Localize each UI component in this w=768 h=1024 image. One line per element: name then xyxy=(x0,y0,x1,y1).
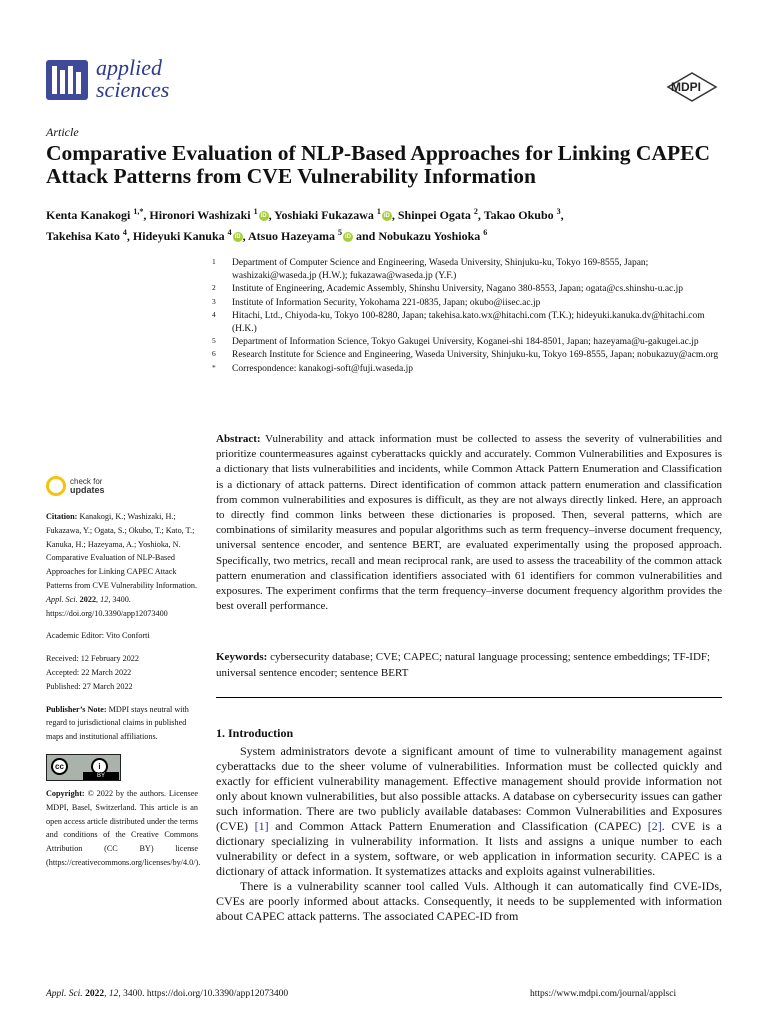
author-name: Yoshiaki Fukazawa xyxy=(274,208,374,222)
copyright xyxy=(46,787,201,870)
author-name: Hironori Washizaki xyxy=(149,208,251,222)
intro-text: and Common Attack Pattern Enumeration and Classification (CAPEC) xyxy=(268,819,648,833)
copyright-text: © 2022 by the authors. Licensee MDPI, Basel, Switzerland. This article is an open access article distributed under the terms and conditions of the Creative Commons Attribution (CC BY) license (https://creativecommons.org/licenses/by/4.0/). xyxy=(46,788,201,867)
published-date: Published: 27 March 2022 xyxy=(46,681,133,691)
author-affiliation-marker: 5 xyxy=(337,228,342,237)
author-affiliation-marker: 6 xyxy=(483,228,488,237)
orcid-icon[interactable]: iD xyxy=(234,234,241,241)
article-title: Comparative Evaluation of NLP-Based Approaches for Linking CAPEC Attack Patterns from CVE Vulnerability Information xyxy=(46,141,710,188)
publisher-note-text: MDPI stays neutral with regard to jurisdictional claims in published maps and institutional affiliations. xyxy=(46,704,189,742)
affiliation-item xyxy=(210,349,730,362)
author-name: Atsuo Hazeyama xyxy=(247,229,335,243)
citation-journal: Appl. Sci. xyxy=(46,594,78,604)
abstract-text: Vulnerability and attack information must be collected to assess the severity of vulnerabilities and prioritize countermeasures against cyberattacks quickly and accurately. Common Vulnerabilities and Exposures is a dictionary that lists vulnerabilities and incidents, while Common Attack Pattern Enumeration and Classification is a dictionary of attack patterns. Direct identification of common attack pattern enumeration and classification from common vulnerabilities and exposures is difficult, as they are not always directly linked. Here, an approach to directly find common links between these dictionaries is proposed. Then, several patterns, which are combinations of similarity measures and popular algorithms such as term frequency–inverse document frequency, universal sentence encoder, and sentence BERT, are evaluated experimentally using the proposed approach. Specifically, two metrics, recall and mean reciprocal rank, are used to assess the traceability of the common attack pattern enumeration and classification identifiers associated with 61 identifiers for common vulnerabilities and exposures. The experiment confirms that the term frequency–inverse document frequency algorithm provides the best overall performance. xyxy=(216,433,722,613)
abstract-label: Abstract: xyxy=(216,433,261,445)
footer-year: 2022 xyxy=(85,989,105,999)
journal-logo-icon xyxy=(46,60,88,100)
citation: Citation: Kanakogi, K.; Washizaki, H.; Fukazawa, Y.; Ogata, S.; Okubo, T.; Kato, T.; Kanuka, H.; Hazeyama, A.; Yoshioka, N. Comparative Evaluation of NLP-Based Approaches for Linking CAPEC Attack Patterns from CVE Vulnerability Information. Appl. Sci. 2022, 12, 3400. https://doi.org/10.3390/app12073400 xyxy=(46,512,198,618)
author-name: Takehisa Kato xyxy=(46,229,120,243)
intro-paragraph-2: There is a vulnerability scanner tool called Vuls. Although it can automatically find CVE-IDs, CVEs are poorly informed about attacks. Consequently, it needs to be supplemented with information about CAPEC attack patterns. The associated CAPEC-ID from xyxy=(216,879,722,923)
affiliation-text: Institute of Engineering, Academic Assembly, Shinshu University, Nagano 380-8553, Japan; ogata@cs.shinshu-u.ac.jp xyxy=(232,284,684,295)
author-affiliation-marker: 1,* xyxy=(133,207,144,216)
affiliation-number: 6 xyxy=(212,349,216,359)
author-list: Kenta Kanakogi $^{1,*}$, Hironori Washizaki $^1$iD , Yoshiaki Fukazawa $^1$iD , Shinpei Ogata $^2$, Takao Okubo $^3$, Takehisa Kato $^4$, Hideyuki Kanuka $^4$iD , Atsuo Hazeyama $^5$iD and Nobukazu Yoshioka $^6$ xyxy=(46,207,564,243)
author-name: Takao Okubo xyxy=(483,208,554,222)
citation-doi[interactable]: , 3400. https://doi.org/10.3390/app12073400 xyxy=(46,594,168,618)
affiliation-number: 5 xyxy=(212,336,216,346)
keywords-label: Keywords: xyxy=(216,651,268,663)
academic-editor: Academic Editor: Vito Conforti xyxy=(46,631,150,641)
affiliation-text: Department of Computer Science and Engineering, Waseda University, Shinjuku-ku, Tokyo 169-8555, Japan; washizaki@waseda.jp (H.W.); fukazawa@waseda.jp (Y.F.) xyxy=(232,258,649,282)
article-type: Article xyxy=(46,125,79,139)
cc-by-label: BY xyxy=(83,772,119,780)
intro-text: . CVE is a dictionary specializing in vulnerability information. It lists and assigns a unique number to each vulnerability or defect in a system, software, or web application in information security. CAPEC is a dictionary of attack information. It systematizes attacks and exploits against vulnerabilities. xyxy=(216,819,722,878)
affiliation-item xyxy=(210,283,730,296)
section-divider xyxy=(216,697,722,698)
publisher-note-label: Publisher’s Note: xyxy=(46,704,107,714)
affiliation-text: Correspondence: kanakogi-soft@fuji.waseda.jp xyxy=(232,363,414,374)
affiliation-item xyxy=(210,257,730,283)
abstract xyxy=(216,432,722,614)
citation-label: Citation: xyxy=(46,512,78,521)
author-affiliation-marker: 4 xyxy=(227,228,232,237)
author-affiliation-marker: 2 xyxy=(473,207,478,216)
footer-volume: 12 xyxy=(108,989,119,999)
author-affiliation-marker: 1 xyxy=(376,207,381,216)
introduction-body xyxy=(216,744,722,924)
citation-volume: 12 xyxy=(100,594,109,604)
footer-doi[interactable]: , 3400. https://doi.org/10.3390/app12073400 xyxy=(118,989,289,999)
orcid-icon[interactable]: iD xyxy=(383,213,390,220)
author-affiliation-marker: 3 xyxy=(556,207,561,216)
author-affiliation-marker: 4 xyxy=(122,228,127,237)
affiliation-item xyxy=(210,310,730,336)
citation-text: Kanakogi, K.; Washizaki, H.; Fukazawa, Y.; Ogata, S.; Okubo, T.; Kato, T.; Kanuka, H.; Hazeyama, A.; Yoshioka, N. Comparative Evaluation of NLP-Based Approaches for Linking CAPEC Attack Patterns from CVE Vulnerability Information. xyxy=(46,512,198,590)
author-name: Shinpei Ogata xyxy=(397,208,471,222)
check-for-updates-button[interactable] xyxy=(46,474,198,502)
footer-journal-url[interactable]: https://www.mdpi.com/journal/applsci xyxy=(530,989,677,999)
citation-link-2[interactable]: [2] xyxy=(647,819,662,833)
affiliation-text: Research Institute for Science and Engineering, Waseda University, Shinjuku-ku, Tokyo 169-8555, Japan; nobukazuy@acm.org xyxy=(232,350,719,361)
check-updates-icon xyxy=(46,476,66,496)
author-name: Nobukazu Yoshioka xyxy=(378,229,481,243)
affiliation-text: Institute of Information Security, Yokohama 221-0835, Japan; okubo@iisec.ac.jp xyxy=(232,297,541,308)
affiliation-number: 3 xyxy=(212,296,216,306)
copyright-label: Copyright: xyxy=(46,788,85,798)
footer-journal: Appl. Sci. xyxy=(46,989,83,999)
affiliation-number: 2 xyxy=(212,283,216,293)
citation-link-1[interactable]: [1] xyxy=(254,819,269,833)
intro-text: System administrators devote a significant amount of time to vulnerability management against cyberattacks due to the sheer volume of vulnerabilities. Information must be collected quickly and exactly for efficient vulnerability management. Effective management should provide information not only about known vulnerabilities, but also possible attacks. A database on cybersecurity issues can gather such information. There are two publicly available databases: Common Vulnerabilities and Exposures (CVE) xyxy=(216,744,722,833)
affiliation-item xyxy=(210,336,730,349)
author-name: Hideyuki Kanuka xyxy=(132,229,225,243)
affiliation-item xyxy=(210,363,730,376)
cc-by-license-icon[interactable]: cc i BY xyxy=(46,754,121,781)
publisher-name: MDPI xyxy=(671,80,701,94)
received-date: Received: 12 February 2022 xyxy=(46,654,139,664)
sidebar xyxy=(46,474,201,870)
accepted-date: Accepted: 22 March 2022 xyxy=(46,667,132,677)
affiliation-number: 4 xyxy=(212,309,216,319)
journal-name: applied sciences xyxy=(96,55,170,102)
affiliation-text: Department of Information Science, Tokyo Gakugei University, Koganei-shi 184-8501, Japan; hazeyama@u-gakugei.ac.jp xyxy=(232,337,699,348)
intro-paragraph-1 xyxy=(216,744,722,879)
footer-citation: Appl. Sci. 2022, 12, 3400. https://doi.org/10.3390/app12073400 xyxy=(46,989,289,999)
publisher-note xyxy=(46,703,198,744)
check-updates-line2: updates xyxy=(70,485,105,495)
affiliation-item xyxy=(210,297,730,310)
keywords xyxy=(216,650,722,681)
author-affiliation-marker: 1 xyxy=(253,207,258,216)
orcid-icon[interactable]: iD xyxy=(344,234,351,241)
citation-year: 2022 xyxy=(79,594,97,604)
affiliations xyxy=(210,257,730,376)
affiliation-number: * xyxy=(212,362,216,372)
orcid-icon[interactable]: iD xyxy=(260,213,267,220)
affiliation-number: 1 xyxy=(212,257,216,266)
author-name: Kenta Kanakogi xyxy=(46,208,131,222)
check-updates-line1: check for xyxy=(70,477,103,486)
affiliation-text: Hitachi, Ltd., Chiyoda-ku, Tokyo 100-8280, Japan; takehisa.kato.wx@hitachi.com (T.K.); hideyuki.kanuka.dv@hitachi.com (H.K.) xyxy=(232,310,705,335)
section-heading: 1. Introduction xyxy=(216,726,294,740)
keywords-text: cybersecurity database; CVE; CAPEC; natural language processing; sentence embeddings; TF-IDF; universal sentence encoder; sentence BERT xyxy=(216,651,711,679)
